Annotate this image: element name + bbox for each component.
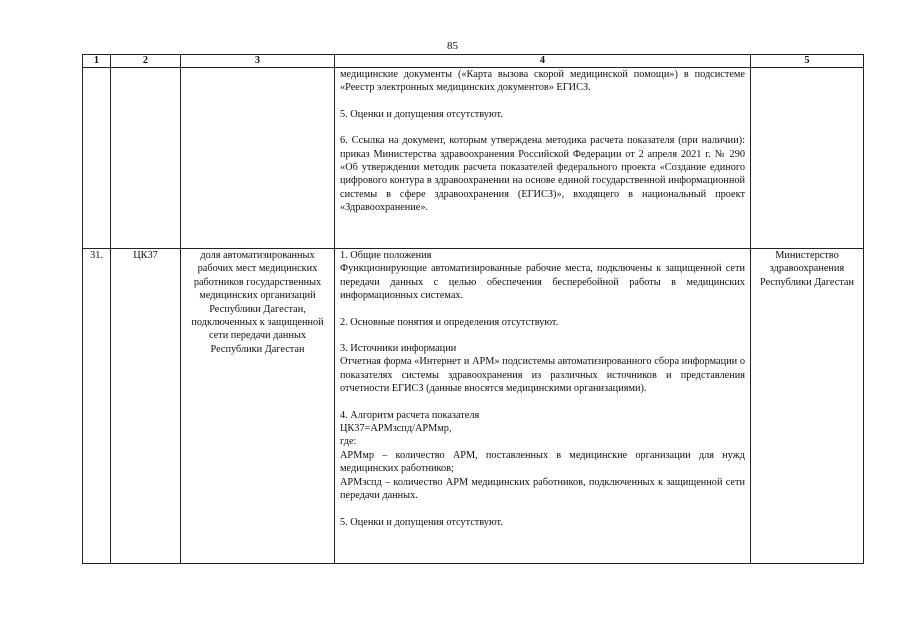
cell-name: доля автоматизированных рабочих мест медицинских работников государственных медицинских организаций Республики Дагестан, подключенных к защищенной сети передачи данных Республики Дагестан — [181, 249, 335, 564]
section-title: 2. Основные понятия и определения отсутствуют. — [340, 316, 559, 328]
header-col-3: 3 — [181, 55, 335, 68]
section-title: 1. Общие положения — [340, 250, 432, 261]
section-title: 4. Алгоритм расчета показателя — [340, 409, 480, 421]
formula-definition: АРМмр – количество АРМ, поставленных в медицинские организации для нужд медицинских работников; — [340, 449, 745, 475]
cell-num — [83, 68, 111, 249]
formula-definition: АРМзспд – количество АРМ медицинских работников, подключенных к защищенной сети передачи данных. — [340, 476, 745, 502]
section-title: 3. Источники информации — [340, 343, 457, 355]
indicator-table — [82, 54, 864, 564]
cell-code — [111, 68, 181, 249]
formula-where: где: — [340, 436, 357, 448]
section-title: 5. Оценки и допущения отсутствуют. — [340, 516, 503, 528]
table-row-31 — [83, 249, 864, 564]
desc-paragraph: 5. Оценки и допущения отсутствуют. — [340, 108, 503, 120]
header-col-5: 5 — [751, 55, 864, 68]
cell-num: 31. — [83, 249, 111, 564]
header-col-2: 2 — [111, 55, 181, 68]
cell-code: ЦК37 — [111, 249, 181, 564]
header-row — [83, 55, 864, 68]
cell-name — [181, 68, 335, 249]
cell-responsible: Министерство здравоохранения Республики Дагестан — [751, 249, 864, 564]
section-text: Отчетная форма «Интернет и АРМ» подсистемы автоматизированного сбора информации о показателях системы здравоохранения из различных источников и представления отчетности ЕГИСЗ (данные вносятся медицинскими организациями). — [340, 356, 745, 395]
header-col-1: 1 — [83, 55, 111, 68]
cell-responsible — [751, 68, 864, 249]
desc-paragraph: медицинские документы («Карта вызова скорой медицинской помощи») в подсистеме «Реестр электронных медицинских документов» ЕГИСЗ. — [340, 69, 745, 94]
formula: ЦК37=АРМзспд/АРМмр, — [340, 423, 452, 435]
desc-paragraph: 6. Ссылка на документ, которым утверждена методика расчета показателя (при наличии): приказ Министерства здравоохранения Российской Федерации от 2 апреля 2021 г. № 290 «Об утверждении методик расчета показателей федерального проекта «Создание единого цифрового контура в здравоохранении на основе единой государственной информационной системы в сфере здравоохранения (ЕГИСЗ)», входящего в национальный проект «Здравоохранение». — [340, 135, 745, 214]
cell-description — [335, 249, 751, 564]
page-number: 85 — [447, 40, 458, 52]
header-col-4: 4 — [335, 55, 751, 68]
cell-description — [335, 68, 751, 249]
section-text: Функционирующие автоматизированные рабочие места, подключены к защищенной сети передачи данных с целью обеспечения бесперебойной работы в медицинских информационных системах. — [340, 263, 745, 302]
table-row-continuation — [83, 68, 864, 249]
